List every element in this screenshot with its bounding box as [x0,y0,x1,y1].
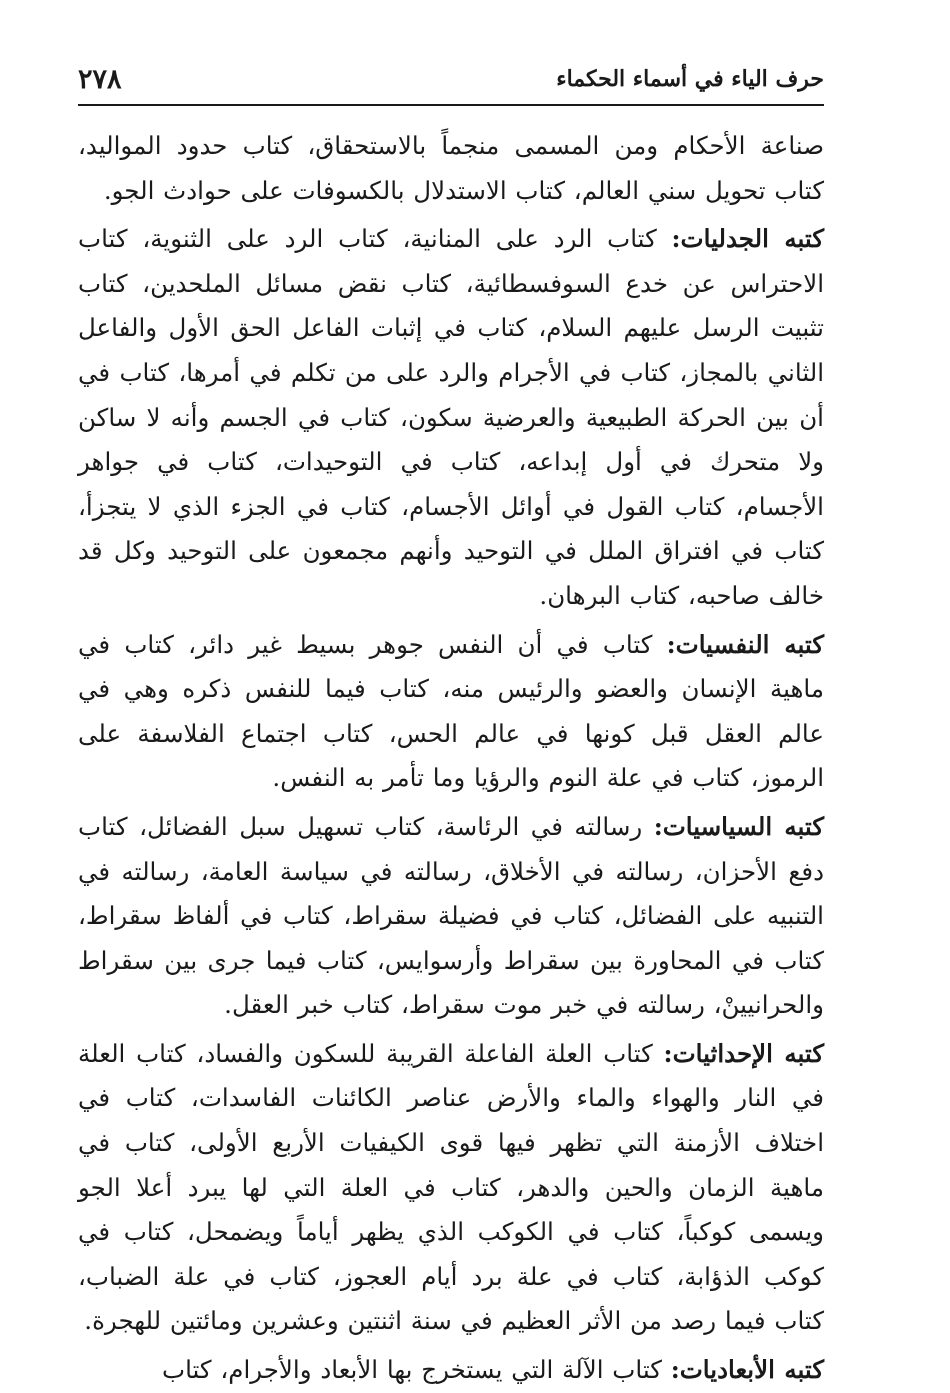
section-heading-dialectics: كتبه الجدليات: [671,224,824,254]
paragraph-intro [78,124,824,213]
paragraph-text: صناعة الأحكام ومن المسمى منجماً بالاستحقاق، كتاب حدود المواليد، كتاب تحويل سني العالم، كتاب الاستدلال بالكسوفات على حوادث الجو. [78,131,824,205]
paragraph-text: كتاب الرد على المنانية، كتاب الرد على الثنوية، كتاب الاحتراس عن خدع السوفسطائية، كتاب نقض مسائل الملحدين، كتاب تثبيت الرسل عليهم السلام، كتاب في إثبات الفاعل الحق الأول والفاعل الثاني بالمجاز، كتاب في الأجرام والرد على من تكلم في أمرها، كتاب في أن بين الحركة الطبيعية والعرضية سكون، كتاب في الجسم وأنه لا ساكن ولا متحرك في أول إبداعه، كتاب في التوحيدات، كتاب في جواهر الأجسام، كتاب القول في أوائل الأجسام، كتاب في الجزء الذي لا يتجزأ، كتاب في افتراق الملل في التوحيد وأنهم مجمعون على التوحيد وكل قد خالف صاحبه، كتاب البرهان. [78,224,824,610]
section-heading-psychology: كتبه النفسيات: [666,629,824,659]
paragraph-dimensions [78,1348,824,1393]
paragraph-meteorology [78,1032,824,1344]
paragraph-text: رسالته في الرئاسة، كتاب تسهيل سبل الفضائل، كتاب دفع الأحزان، رسالته في الأخلاق، رسالته في سياسة العامة، رسالته في التنبيه على الفضائل، كتاب في فضيلة سقراط، كتاب في ألفاظ سقراط، كتاب في المحاورة بين سقراط وأرسوايس، كتاب فيما جرى بين سقراط والحرانيينْ، رسالته في خبر موت سقراط، كتاب خبر العقل. [78,811,824,1020]
page-number: ٢٧٨ [78,64,122,95]
section-heading-politics: كتبه السياسيات: [653,811,824,841]
paragraph-text: كتاب في أن النفس جوهر بسيط غير دائر، كتاب في ماهية الإنسان والعضو والرئيس منه، كتاب فيما للنفس ذكره وهي في عالم العقل قبل كونها في عالم الحس، كتاب اجتماع الفلاسفة على الرموز، كتاب في علة النوم والرؤيا وما تأمر به النفس. [78,629,824,793]
book-page [78,62,824,1385]
body-text [78,124,824,1393]
section-heading-meteorology: كتبه الإحداثيات: [663,1038,824,1068]
paragraph-psychology [78,623,824,801]
paragraph-politics [78,805,824,1028]
paragraph-dialectics [78,217,824,618]
running-head [78,62,824,106]
paragraph-text: كتاب العلة الفاعلة القريبة للسكون والفساد، كتاب العلة في النار والهواء والماء والأرض عناصر الكائنات الفاسدات، كتاب في اختلاف الأزمنة التي تظهر فيها قوى الكيفيات الأربع الأولى، كتاب في ماهية الزمان والحين والدهر، كتاب في العلة التي لها يبرد أعلا الجو ويسمى كوكباً، كتاب في الكوكب الذي يظهر أياماً ويضمحل، كتاب في كوكب الذؤابة، كتاب في علة برد أيام العجوز، كتاب في علة الضباب، كتاب فيما رصد من الأثر العظيم في سنة اثنتين وعشرين ومائتين للهجرة. [78,1038,824,1336]
section-heading-dimensions: كتبه الأبعاديات: [670,1355,824,1385]
paragraph-text: كتاب الآلة التي يستخرج بها الأبعاد والأجرام، كتاب [162,1355,671,1385]
header-title: حرف الياء في أسماء الحكماء [556,66,824,92]
